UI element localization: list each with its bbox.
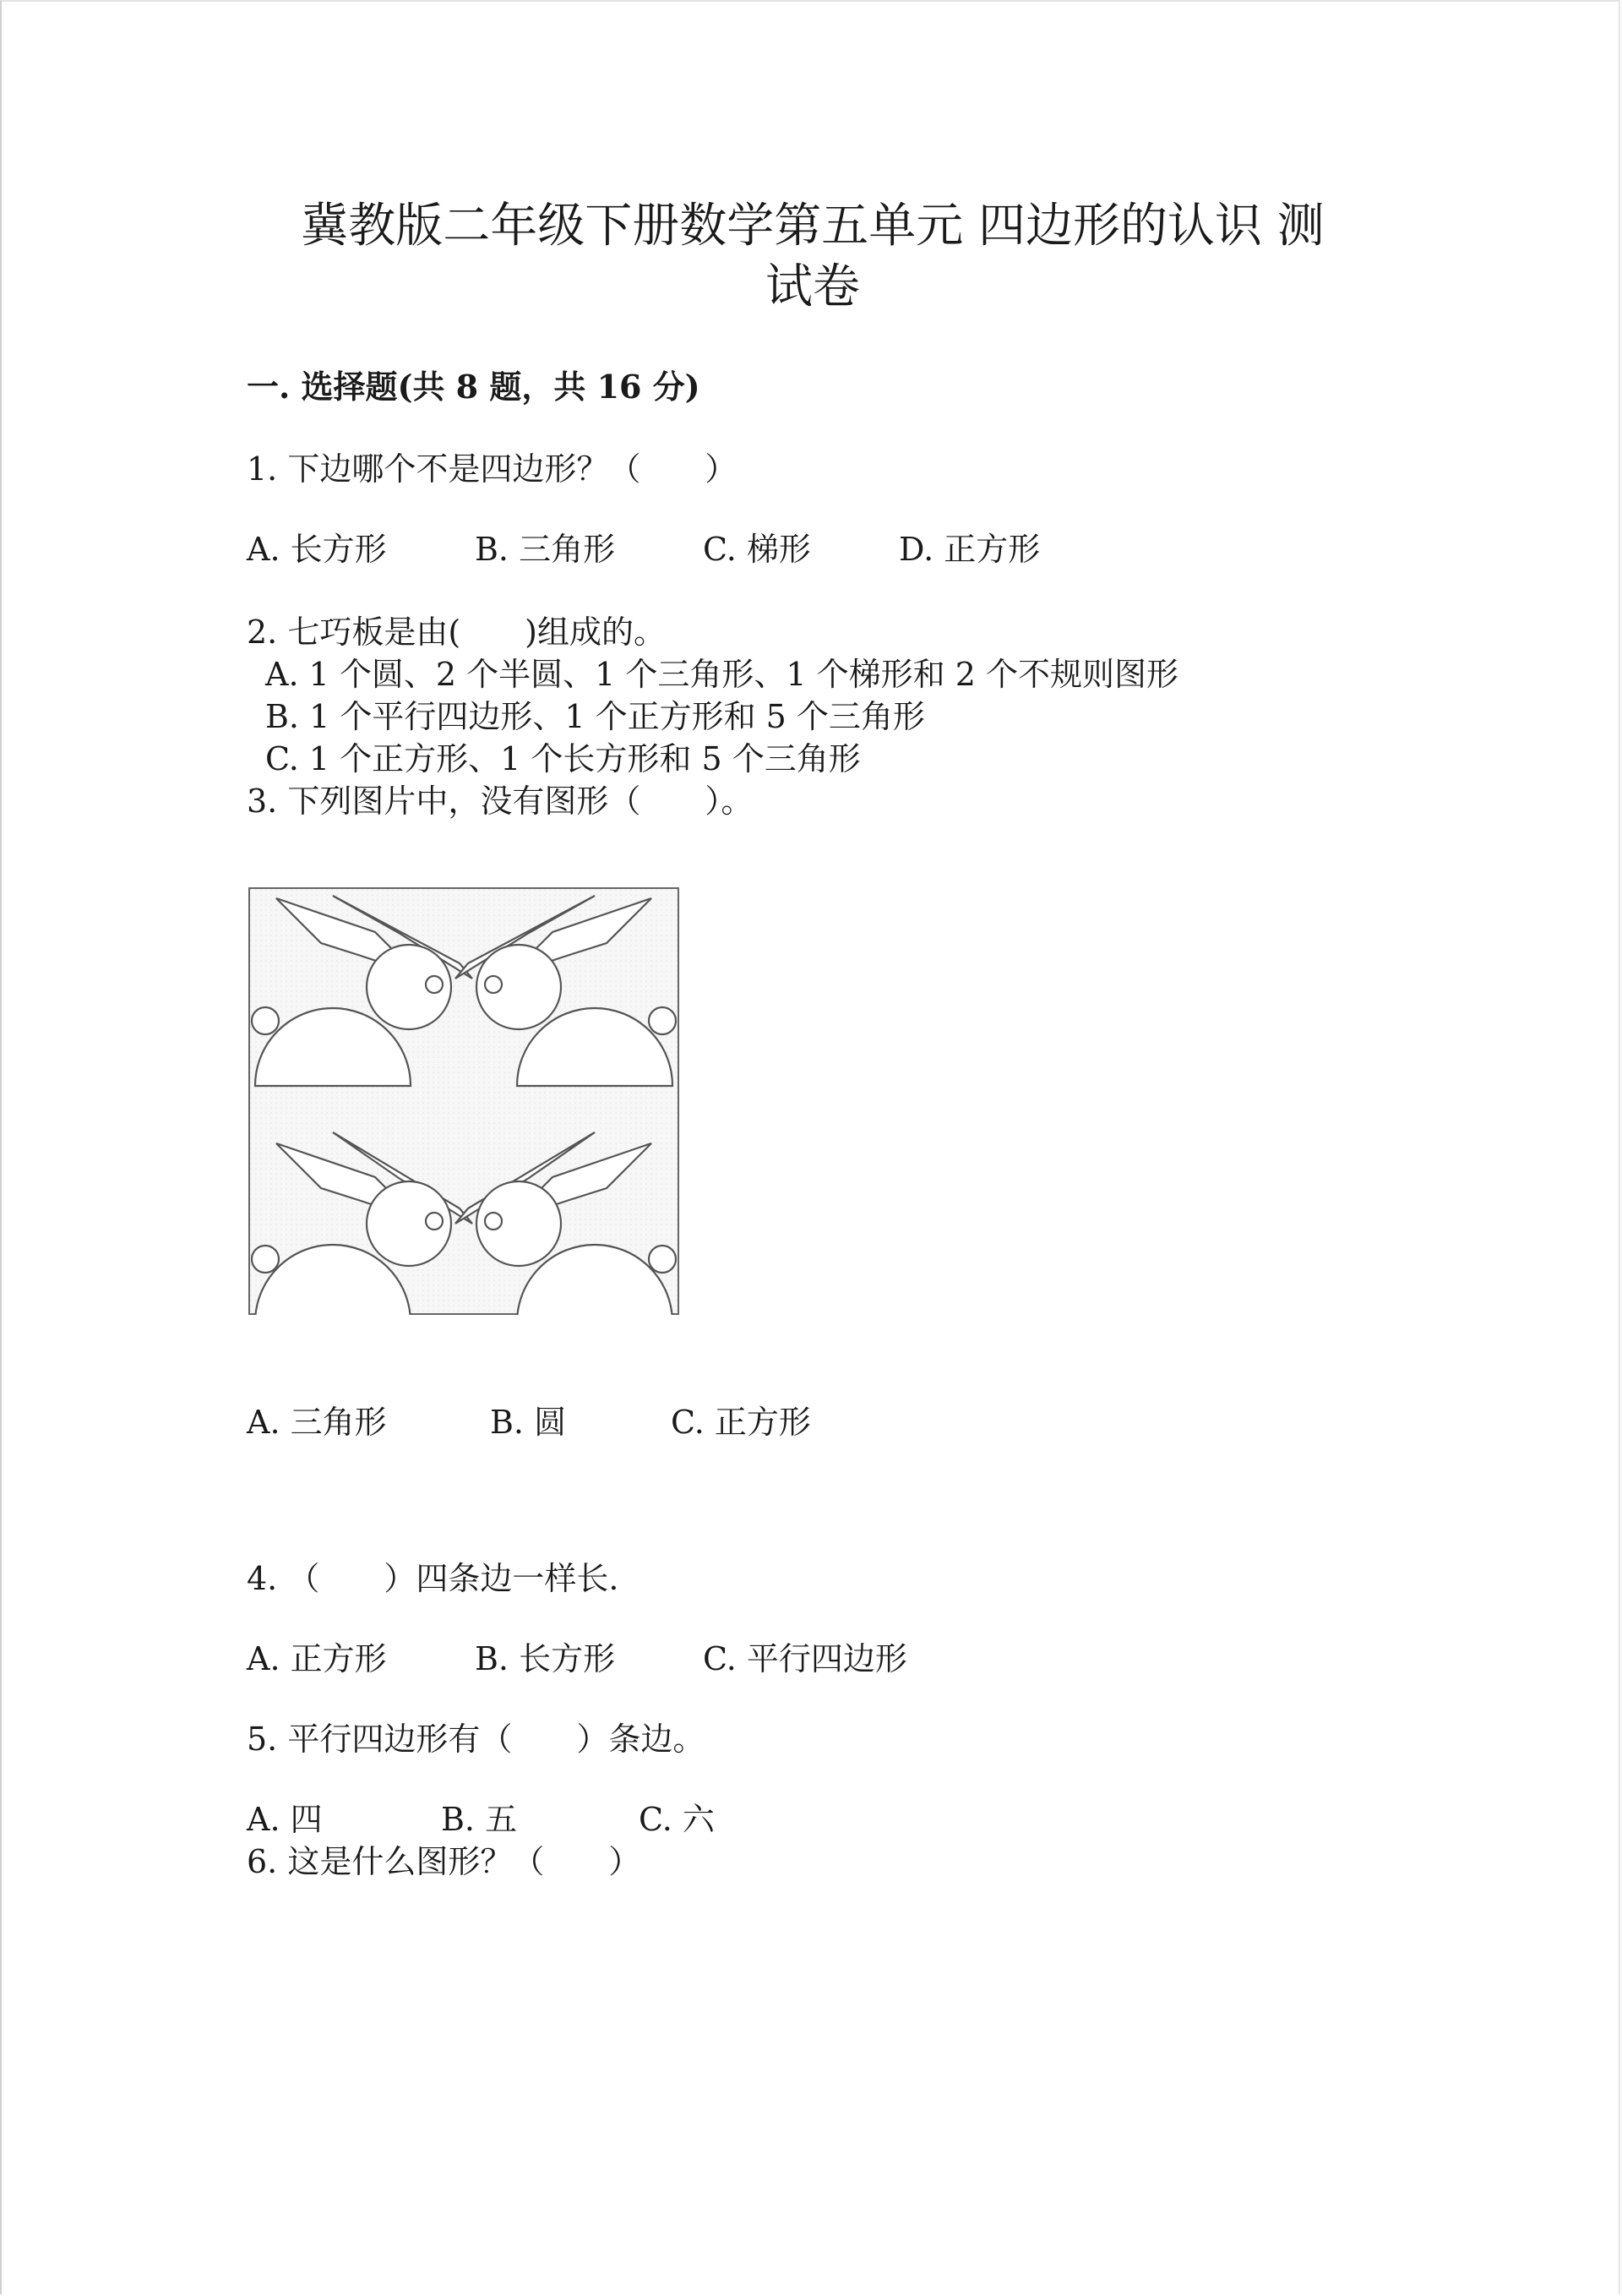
rabbit-drawing bbox=[248, 887, 679, 1315]
question-4-option-c[interactable]: C. 平行四边形 bbox=[703, 1640, 907, 1677]
question-1-option-a[interactable]: A. 长方形 bbox=[247, 531, 387, 568]
page-title bbox=[255, 196, 1370, 318]
question-2-option-b[interactable]: B. 1 个平行四边形、1 个正方形和 5 个三角形 bbox=[265, 698, 925, 735]
question-2-option-a[interactable]: A. 1 个圆、2 个半圆、1 个三角形、1 个梯形和 2 个不规则图形 bbox=[265, 656, 1178, 693]
rabbit-eye-left bbox=[426, 976, 443, 993]
question-5-stem: 5. 平行四边形有（ ）条边。 bbox=[247, 1721, 705, 1758]
question-1-option-c[interactable]: C. 梯形 bbox=[703, 531, 811, 568]
question-2-stem: 2. 七巧板是由( )组成的。 bbox=[247, 614, 666, 651]
question-3-stem: 3. 下列图片中，没有图形（ ）。 bbox=[247, 783, 754, 820]
section-heading: 一. 选择题(共 8 题，共 16 分) bbox=[247, 368, 700, 406]
question-3-option-b[interactable]: B. 圆 bbox=[490, 1404, 567, 1441]
question-3-option-c[interactable]: C. 正方形 bbox=[671, 1404, 811, 1441]
rabbit-tail-right bbox=[649, 1007, 676, 1034]
question-1-option-d[interactable]: D. 正方形 bbox=[899, 531, 1041, 568]
question-5-option-a[interactable]: A. 四 bbox=[247, 1801, 323, 1838]
question-5-option-c[interactable]: C. 六 bbox=[639, 1801, 715, 1838]
question-5-option-b[interactable]: B. 五 bbox=[441, 1801, 518, 1838]
question-4-stem: 4. （ ）四条边一样长. bbox=[247, 1560, 619, 1597]
rabbit-eye-right bbox=[485, 976, 502, 993]
question-4-option-a[interactable]: A. 正方形 bbox=[247, 1640, 387, 1677]
question-1-stem: 1. 下边哪个不是四边形？（ ） bbox=[247, 450, 738, 488]
question-2-option-c[interactable]: C. 1 个正方形、1 个长方形和 5 个三角形 bbox=[265, 740, 861, 777]
question-4-option-b[interactable]: B. 长方形 bbox=[475, 1640, 616, 1677]
title-line-2: 试卷 bbox=[765, 259, 860, 314]
rabbit-tail-left bbox=[252, 1007, 279, 1034]
question-1-option-b[interactable]: B. 三角形 bbox=[475, 531, 616, 568]
title-line-1: 冀教版二年级下册数学第五单元 四边形的认识 测 bbox=[301, 199, 1325, 254]
question-3-option-a[interactable]: A. 三角形 bbox=[247, 1404, 387, 1441]
question-6-stem: 6. 这是什么图形？（ ） bbox=[247, 1843, 641, 1880]
